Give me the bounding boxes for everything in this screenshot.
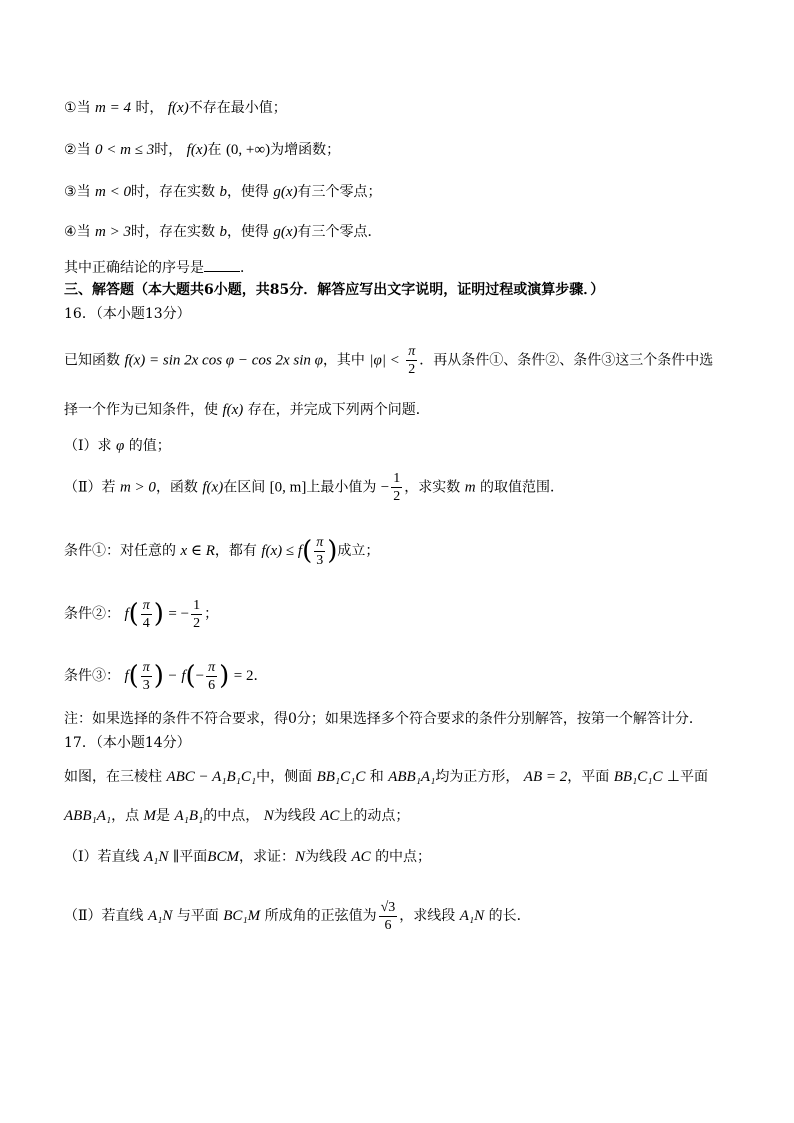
condition-3: 条件③： f( $\frac{\pi}{3}$ ) − f(− $\frac{\pi}{6}$ ) = 2． bbox=[64, 659, 268, 693]
fraction-1-over-2: $\frac{1}{2}$ bbox=[393, 471, 401, 504]
q17-stem-2: ABB₁A₁，点 M是 A₁B₁的中点， N为线段 AC上的动点； bbox=[64, 808, 410, 824]
circled-1: ① bbox=[64, 100, 77, 116]
answer-blank bbox=[204, 257, 240, 272]
conclusion-line: 其中正确结论的序号是 ． bbox=[64, 257, 254, 278]
q16-part-2: （Ⅱ）若 m > 0，函数 f(x)在区间 [0, m]上最小值为 − $\frac{1}{2}$ ，求实数 m 的取值范围． bbox=[64, 471, 565, 504]
q17-header: 17．（本小题14分） bbox=[64, 735, 191, 751]
q17-part-1: （Ⅰ）若直线 A₁N ∥平面BCM，求证：N为线段 AC 的中点； bbox=[64, 849, 432, 865]
q17-part-2: （Ⅱ）若直线 A₁N 与平面 BC₁M 所成角的正弦值为 $\frac{√3}{6}$ ，求线段 A₁N 的长． bbox=[64, 899, 531, 933]
circled-3: ③ bbox=[64, 184, 77, 200]
fraction-pi-over-3b: $\frac{\pi}{3}$ bbox=[142, 659, 150, 693]
fraction-pi-over-6: $\frac{\pi}{6}$ bbox=[208, 659, 216, 693]
condition-1: 条件①：对任意的 x ∈ R，都有 f(x) ≤ f( $\frac{\pi}{3}$ )成立； bbox=[64, 534, 380, 568]
q17-stem-1: 如图，在三棱柱 ABC − A₁B₁C₁中，侧面 BB₁C₁C 和 ABB₁A₁均为正方形， AB = 2，平面 BB₁C₁C ⊥平面 bbox=[64, 769, 708, 785]
q16-note: 注：如果选择的条件不符合要求，得0分；如果选择多个符合要求的条件分别解答，按第一个解答计分． bbox=[64, 711, 703, 727]
statement-1: ①当 m = 4 时， f(x)不存在最小值； bbox=[64, 100, 287, 116]
q16-stem-2: 择一个作为已知条件，使 f(x) 存在，并完成下列两个问题． bbox=[64, 402, 430, 418]
circled-2: ② bbox=[64, 142, 77, 158]
fraction-1-over-2b: $\frac{1}{2}$ bbox=[193, 597, 201, 631]
fraction-sqrt3-over-6: $\frac{√3}{6}$ bbox=[380, 899, 396, 933]
statement-4: ④当 m > 3时，存在实数 b，使得 g(x)有三个零点． bbox=[64, 224, 382, 240]
condition-2: 条件②： f( $\frac{\pi}{4}$ ) = − $\frac{1}{2}$ ； bbox=[64, 597, 219, 631]
statement-3: ③当 m < 0时，存在实数 b，使得 g(x)有三个零点； bbox=[64, 184, 382, 200]
statement-2: ②当 0 < m ≤ 3时， f(x)在 (0, +∞)为增函数； bbox=[64, 142, 341, 158]
fraction-pi-over-3: $\frac{\pi}{3}$ bbox=[316, 534, 324, 568]
q16-stem: 已知函数 f(x) = sin 2x cos φ − cos 2x sin φ，其中 |φ| < $\frac{\pi}{2}$ ．再从条件①、条件②、条件③这三个条件中选 bbox=[64, 344, 714, 377]
fraction-pi-over-2: $\frac{\pi}{2}$ bbox=[408, 344, 416, 377]
section-3-heading: 三、解答题（本大题共6小题，共85分．解答应写出文字说明，证明过程或演算步骤．） bbox=[64, 282, 605, 298]
q16-part-1: （Ⅰ）求 φ 的值； bbox=[64, 438, 171, 454]
circled-4: ④ bbox=[64, 224, 77, 240]
q16-header: 16．（本小题13分） bbox=[64, 306, 191, 322]
fraction-pi-over-4: $\frac{\pi}{4}$ bbox=[142, 597, 150, 631]
